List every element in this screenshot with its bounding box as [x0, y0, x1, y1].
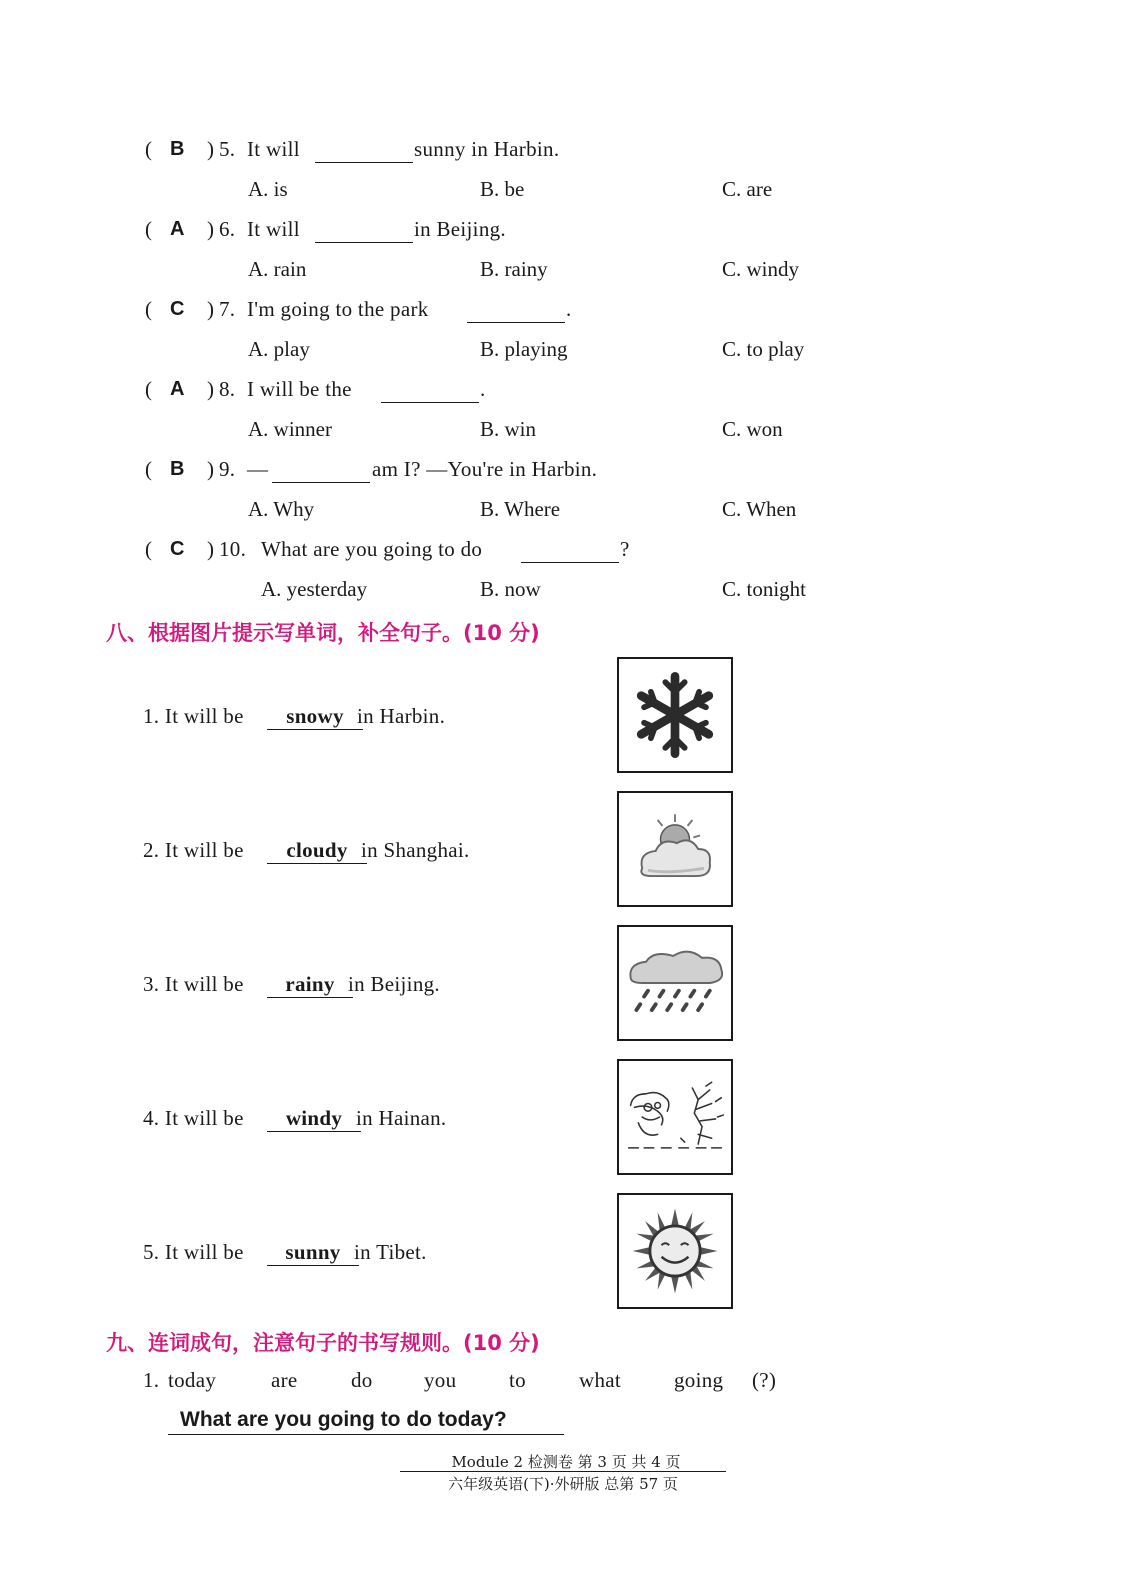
- question-text-pre: —: [247, 457, 269, 481]
- answer-letter: A: [170, 378, 185, 400]
- answer-blank: [315, 224, 413, 243]
- paren-right: ): [207, 457, 215, 481]
- section-9-title: 九、连词成句，注意句子的书写规则。(10 分): [106, 1331, 540, 1355]
- footer-line-2: 六年级英语(下)·外研版 总第 57 页: [448, 1475, 678, 1493]
- footer-line-1: Module 2 检测卷 第 3 页 共 4 页: [451, 1453, 681, 1471]
- option-b: B. Where: [480, 497, 561, 521]
- question-text-pre: What are you going to do: [261, 537, 483, 561]
- scrambled-punctuation: (?): [752, 1368, 777, 1392]
- question-text-post: in Beijing.: [414, 217, 506, 241]
- sun-icon: [617, 1193, 733, 1309]
- snowflake-icon: [617, 657, 733, 773]
- sentence-answer: What are you going to do today?: [180, 1408, 507, 1431]
- option-a: A. rain: [248, 257, 307, 281]
- question-number: 6.: [219, 217, 236, 241]
- question-text-post: sunny in Harbin.: [414, 137, 560, 161]
- question-text-pre: It will: [247, 137, 300, 161]
- filled-answer: snowy: [267, 704, 363, 730]
- scrambled-word: you: [424, 1368, 457, 1392]
- option-c: C. to play: [722, 337, 805, 361]
- answer-letter: C: [170, 298, 185, 320]
- sentence-suffix: in Harbin.: [357, 704, 446, 728]
- paren-right: ): [207, 297, 215, 321]
- paren-left: (: [145, 217, 153, 241]
- scrambled-word: to: [509, 1368, 526, 1392]
- scrambled-word: are: [271, 1368, 298, 1392]
- sentence-suffix: in Shanghai.: [361, 838, 470, 862]
- option-c: C. won: [722, 417, 783, 441]
- question-text-pre: It will: [247, 217, 300, 241]
- paren-left: (: [145, 457, 153, 481]
- cloud-sun-icon: [617, 791, 733, 907]
- sentence-suffix: in Beijing.: [348, 972, 440, 996]
- answer-blank: [467, 304, 565, 323]
- sentence-prefix: 2. It will be: [143, 838, 244, 862]
- filled-answer: windy: [267, 1106, 361, 1132]
- answer-letter: A: [170, 218, 185, 240]
- option-a: A. yesterday: [261, 577, 368, 601]
- sentence-suffix: in Tibet.: [354, 1240, 427, 1264]
- paren-left: (: [145, 537, 153, 561]
- question-text-post: am I? —You're in Harbin.: [372, 457, 598, 481]
- option-c: C. When: [722, 497, 797, 521]
- paren-right: ): [207, 137, 215, 161]
- paren-right: ): [207, 537, 215, 561]
- question-number: 8.: [219, 377, 236, 401]
- question-number: 10.: [219, 537, 247, 561]
- answer-blank: [272, 464, 370, 483]
- answer-blank: [521, 544, 619, 563]
- wind-icon: [617, 1059, 733, 1175]
- question-text-pre: I will be the: [247, 377, 352, 401]
- scrambled-word: today: [168, 1368, 217, 1392]
- scrambled-word: what: [579, 1368, 622, 1392]
- question-number: 5.: [219, 137, 236, 161]
- option-a: A. play: [248, 337, 310, 361]
- option-c: C. tonight: [722, 577, 807, 601]
- question-text-post: .: [566, 297, 572, 321]
- question-number: 9.: [219, 457, 236, 481]
- answer-blank: [315, 144, 413, 163]
- paren-right: ): [207, 217, 215, 241]
- question-text-pre: I'm going to the park: [247, 297, 429, 321]
- sentence-prefix: 3. It will be: [143, 972, 244, 996]
- sentence-suffix: in Hainan.: [356, 1106, 447, 1130]
- paren-left: (: [145, 297, 153, 321]
- filled-answer: cloudy: [267, 838, 367, 864]
- question-text-post: .: [480, 377, 486, 401]
- scrambled-word: do: [351, 1368, 373, 1392]
- sentence-prefix: 4. It will be: [143, 1106, 244, 1130]
- option-c: C. windy: [722, 257, 800, 281]
- footer-divider: [400, 1471, 726, 1472]
- question-number: 7.: [219, 297, 236, 321]
- option-b: B. playing: [480, 337, 568, 361]
- answer-letter: C: [170, 538, 185, 560]
- answer-line: [168, 1434, 564, 1435]
- option-a: A. winner: [248, 417, 332, 441]
- paren-left: (: [145, 377, 153, 401]
- filled-answer: rainy: [267, 972, 353, 998]
- option-b: B. now: [480, 577, 541, 601]
- option-a: A. is: [248, 177, 288, 201]
- rain-cloud-icon: [617, 925, 733, 1041]
- question-text-post: ?: [620, 537, 630, 561]
- sentence-prefix: 5. It will be: [143, 1240, 244, 1264]
- filled-answer: sunny: [267, 1240, 359, 1266]
- question-number: 1.: [143, 1368, 160, 1392]
- paren-right: ): [207, 377, 215, 401]
- answer-letter: B: [170, 138, 185, 160]
- sentence-prefix: 1. It will be: [143, 704, 244, 728]
- paren-left: (: [145, 137, 153, 161]
- answer-letter: B: [170, 458, 185, 480]
- option-b: B. be: [480, 177, 525, 201]
- option-b: B. rainy: [480, 257, 548, 281]
- option-a: A. Why: [248, 497, 315, 521]
- option-c: C. are: [722, 177, 773, 201]
- section-8-title: 八、根据图片提示写单词，补全句子。(10 分): [106, 621, 540, 645]
- option-b: B. win: [480, 417, 537, 441]
- scrambled-word: going: [674, 1368, 724, 1392]
- answer-blank: [381, 384, 479, 403]
